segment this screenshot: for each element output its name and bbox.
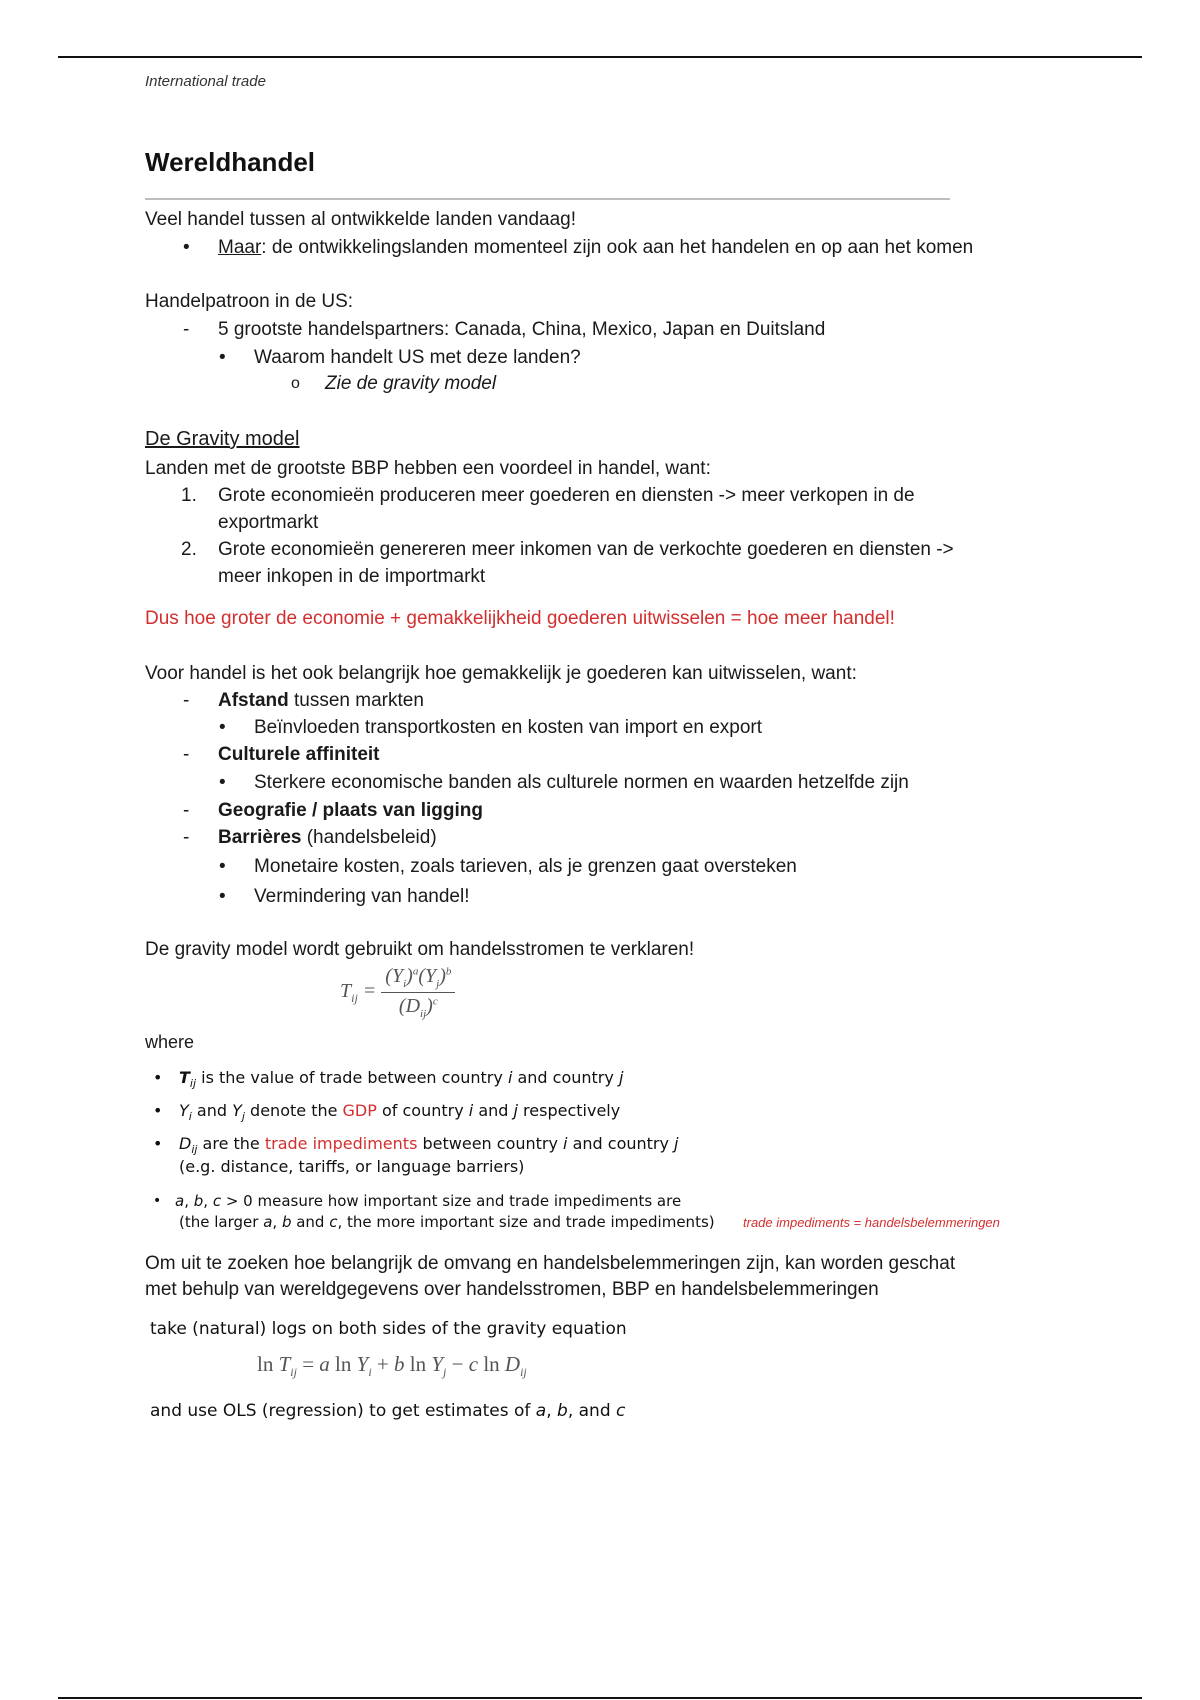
geo-item: Geografie / plaats van ligging bbox=[218, 800, 483, 821]
where-item-3: $D_{ij}$ are the trade impediments between country i and country j bbox=[179, 1134, 679, 1157]
page-header: International trade bbox=[145, 73, 266, 90]
barr-sub-1: Monetaire kosten, zoals tarieven, als je grenzen gaat oversteken bbox=[254, 856, 797, 877]
gdp-highlight: GDP bbox=[342, 1101, 377, 1120]
gravity-item-1: Grote economieën produceren meer goederen en diensten -> meer verkopen in de bbox=[218, 485, 915, 506]
list-number-2: 2. bbox=[181, 539, 197, 560]
us-pattern-intro: Handelpatroon in de US: bbox=[145, 291, 354, 312]
translation-note: trade impediments = handelsbelemmeringen bbox=[743, 1215, 1000, 1230]
page-title: Wereldhandel bbox=[145, 147, 316, 177]
top-partners: 5 grootste handelspartners: Canada, China, Mexico, Japan en Duitsland bbox=[218, 319, 826, 340]
where-item-4-cont: (the larger a, b and c, the more important size and trade impediments) bbox=[179, 1213, 715, 1231]
list-number-1: 1. bbox=[181, 485, 197, 506]
barr-label: Barrières bbox=[218, 827, 302, 848]
where-label: where bbox=[145, 1032, 195, 1052]
bullet-dot: • bbox=[183, 237, 190, 258]
top-rule bbox=[58, 56, 1142, 58]
cult-item: Culturele affiniteit bbox=[218, 744, 380, 765]
afstand-sub: Beïnvloeden transportkosten en kosten van import en export bbox=[254, 717, 763, 738]
bullet-dot: • bbox=[153, 1068, 163, 1087]
bullet-dot: • bbox=[153, 1101, 163, 1120]
bullet-maar bbox=[218, 236, 973, 260]
bottom-rule bbox=[58, 1697, 1142, 1699]
gravity-formula: $T_{ij}$ = $\frac{(Y_i)^a(Y_j)^b}{(D_{ij})^c}$ bbox=[340, 965, 455, 1020]
gravity-use: De gravity model wordt gebruikt om handelsstromen te verklaren! bbox=[145, 939, 695, 960]
cult-sub: Sterkere economische banden als culturele normen en waarden hetzelfde zijn bbox=[254, 772, 909, 793]
trade-impediments-highlight: trade impediments bbox=[264, 1134, 418, 1153]
gravity-heading: De Gravity model bbox=[145, 428, 300, 450]
afstand-text: tussen markten bbox=[288, 690, 424, 711]
dash-marker: - bbox=[183, 827, 190, 848]
gravity-item-2-cont: meer inkopen in de importmarkt bbox=[218, 566, 486, 587]
gravity-intro: Landen met de grootste BBP hebben een voordeel in handel, want: bbox=[145, 458, 711, 479]
logs-instruction: take (natural) logs on both sides of the gravity equation bbox=[150, 1319, 627, 1339]
dash-marker: - bbox=[183, 319, 190, 340]
maar-text: : de ontwikkelingslanden momenteel zijn ook aan het handelen en op aan het komen bbox=[261, 237, 974, 258]
bullet-dot: • bbox=[219, 886, 226, 907]
dash-marker: - bbox=[183, 690, 190, 711]
bullet-dot: • bbox=[219, 717, 226, 738]
estimate-line-1: Om uit te zoeken hoe belangrijk de omvang en handelsbelemmeringen zijn, kan worden geschat bbox=[145, 1253, 956, 1274]
dash-marker: - bbox=[183, 744, 190, 765]
bullet-dot: • bbox=[219, 856, 226, 877]
afstand-label: Afstand bbox=[218, 690, 289, 711]
dash-marker: - bbox=[183, 800, 190, 821]
ols-instruction: and use OLS (regression) to get estimates of a, b, and c bbox=[150, 1401, 626, 1421]
see-gravity: Zie de gravity model bbox=[325, 373, 497, 394]
intro-line: Veel handel tussen al ontwikkelde landen vandaag! bbox=[145, 209, 576, 230]
bullet-dot: • bbox=[153, 1193, 162, 1209]
bullet-dot: • bbox=[219, 772, 226, 793]
where-item-1: $T_{ij}$ is the value of trade between country i and country j bbox=[179, 1068, 624, 1091]
title-divider bbox=[145, 198, 950, 200]
where-item-2: $Y_i$ and $Y_j$ denote the GDP of country i and j respectively bbox=[179, 1101, 621, 1124]
gravity-conclusion: Dus hoe groter de economie + gemakkelijkheid goederen uitwisselen = hoe meer handel! bbox=[145, 608, 895, 629]
bullet-dot: • bbox=[153, 1134, 163, 1153]
bullet-dot: • bbox=[219, 347, 226, 368]
gravity-item-1-cont: exportmarkt bbox=[218, 512, 319, 533]
barr-text: (handelsbeleid) bbox=[301, 827, 437, 848]
estimate-line-2: met behulp van wereldgegevens over handelsstromen, BBP en handelsbelemmeringen bbox=[145, 1279, 879, 1300]
barr-item bbox=[218, 826, 437, 850]
log-formula: $\ln T_{ij} = a$ $\ln Y_i + b$ $\ln Y_j - c$ $\ln D_{ij}$ bbox=[257, 1352, 527, 1380]
ease-intro: Voor handel is het ook belangrijk hoe gemakkelijk je goederen kan uitwisselen, want: bbox=[145, 663, 857, 684]
why-trade: Waarom handelt US met deze landen? bbox=[254, 347, 581, 368]
afstand-item bbox=[218, 689, 424, 713]
where-item-3-cont: (e.g. distance, tariffs, or language barriers) bbox=[179, 1157, 525, 1176]
circle-marker: o bbox=[291, 375, 300, 392]
gravity-item-2: Grote economieën genereren meer inkomen van de verkochte goederen en diensten -> bbox=[218, 539, 954, 560]
barr-sub-2: Vermindering van handel! bbox=[254, 886, 470, 907]
where-item-4: a, b, c > 0 measure how important size and trade impediments are bbox=[175, 1192, 682, 1210]
maar-label: Maar bbox=[218, 237, 262, 258]
